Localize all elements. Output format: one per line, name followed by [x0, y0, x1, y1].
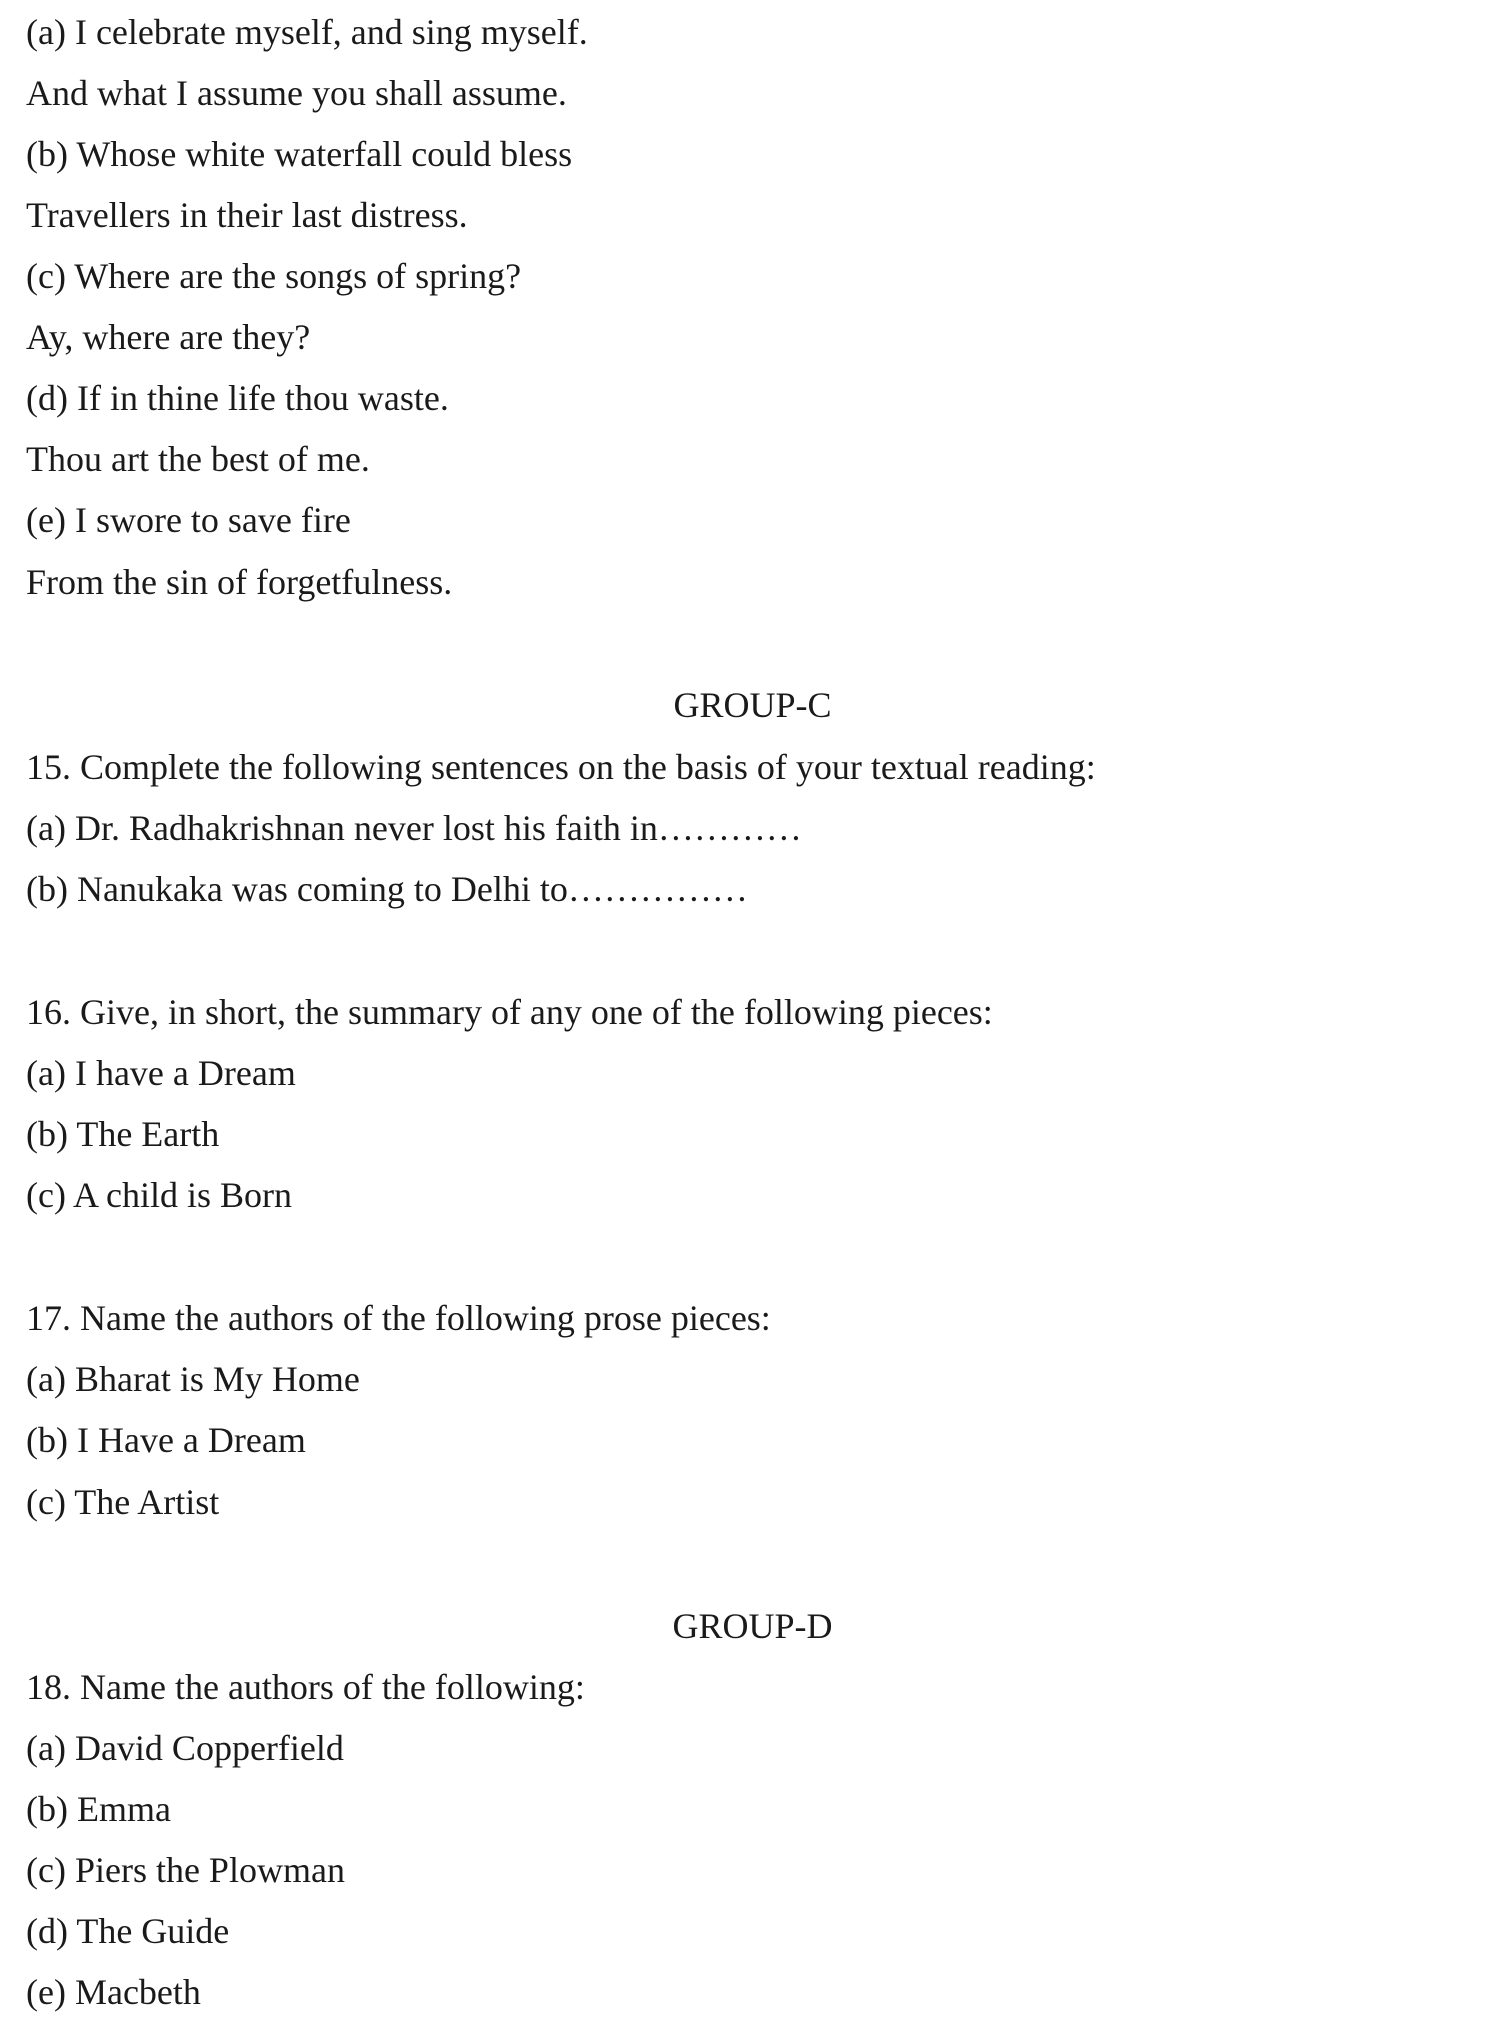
poem-line: (e) I swore to save fire — [26, 500, 351, 540]
question-18-option: (c) Piers the Plowman — [26, 1850, 345, 1890]
question-17-option: (c) The Artist — [26, 1482, 220, 1522]
poem-line: Thou art the best of me. — [26, 439, 370, 479]
question-16-option: (c) A child is Born — [26, 1175, 292, 1215]
question-16-option: (a) I have a Dream — [26, 1053, 296, 1093]
poem-line: From the sin of forgetfulness. — [26, 562, 453, 602]
question-18-option: (b) Emma — [26, 1789, 171, 1829]
poem-line: And what I assume you shall assume. — [26, 73, 567, 113]
question-15: 15. Complete the following sentences on the basis of your textual reading: — [26, 747, 1096, 787]
question-17-option: (b) I Have a Dream — [26, 1420, 306, 1460]
poem-line: (c) Where are the songs of spring? — [26, 256, 522, 296]
question-16-option: (b) The Earth — [26, 1114, 220, 1154]
question-16: 16. Give, in short, the summary of any one of the following pieces: — [26, 992, 993, 1032]
question-18: 18. Name the authors of the following: — [26, 1667, 585, 1707]
poem-line: Ay, where are they? — [26, 317, 311, 357]
poem-line: (a) I celebrate myself, and sing myself. — [26, 12, 588, 52]
question-18-option: (d) The Guide — [26, 1911, 230, 1951]
question-15-option: (b) Nanukaka was coming to Delhi to…………… — [26, 869, 748, 909]
poem-line: Travellers in their last distress. — [26, 195, 468, 235]
group-c-heading: GROUP-C — [673, 685, 832, 725]
question-17-option: (a) Bharat is My Home — [26, 1359, 360, 1399]
question-18-option: (e) Macbeth — [26, 1972, 201, 2012]
group-d-heading: GROUP-D — [672, 1606, 833, 1646]
question-17: 17. Name the authors of the following prose pieces: — [26, 1298, 771, 1338]
question-15-option: (a) Dr. Radhakrishnan never lost his faith in………… — [26, 808, 802, 848]
question-18-option: (a) David Copperfield — [26, 1728, 344, 1768]
poem-line: (b) Whose white waterfall could bless — [26, 134, 573, 174]
poem-line: (d) If in thine life thou waste. — [26, 378, 449, 418]
